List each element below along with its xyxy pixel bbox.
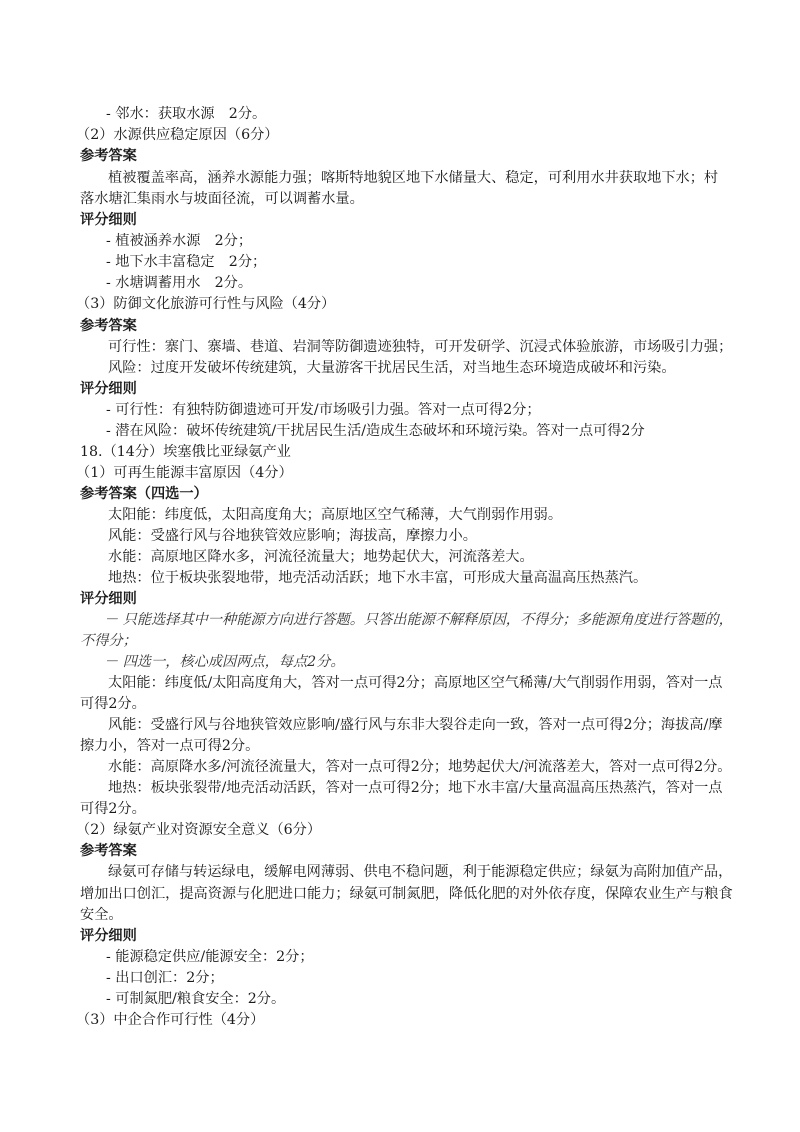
text-line: - 出口创汇：2分；	[106, 970, 224, 986]
text-line: - 可制氮肥/粮食安全：2分。	[106, 991, 286, 1007]
scoring-label: 评分细则	[80, 381, 137, 397]
text-line: 绿氨可存储与转运绿电，缓解电网薄弱、供电不稳问题，利于能源稳定供应；绿氨为高附加值产品，	[108, 864, 733, 880]
text-line: 安全。	[80, 907, 123, 923]
text-line: - 可行性：有独特防御遗迹可开发/市场吸引力强。答对一点可得2分；	[106, 402, 541, 418]
text-line: － 四选一，核心成因两点，每点2分。	[104, 654, 345, 670]
section-heading: （1）可再生能源丰富原因（4分）	[76, 465, 293, 481]
text-line: 太阳能：纬度低/太阳高度角大，答对一点可得2分；高原地区空气稀薄/大气削弱作用弱，答对一点	[108, 675, 723, 691]
text-line: 植被覆盖率高，涵养水源能力强；喀斯特地貌区地下水储量大、稳定，可利用水井获取地下水；村	[108, 170, 719, 186]
text-line: 风险：过度开发破坏传统建筑，大量游客干扰居民生活，对当地生态环境造成破坏和污染。	[108, 360, 676, 376]
text-line: 不得分；	[80, 633, 137, 649]
text-line: 地热：板块张裂带/地壳活动活跃，答对一点可得2分；地下水丰富/大量高温高压热蒸汽，答对一点	[108, 780, 723, 796]
section-heading: （2）水源供应稳定原因（6分）	[76, 127, 279, 143]
section-heading: （3）防御文化旅游可行性与风险（4分）	[76, 296, 336, 312]
question-heading: 18.（14分）埃塞俄比亚绿氨产业	[80, 444, 291, 460]
text-line: - 能源稳定供应/能源安全：2分；	[106, 949, 314, 965]
text-line: 落水塘汇集雨水与坡面径流，可以调蓄水量。	[80, 191, 364, 207]
text-line: 风能：受盛行风与谷地狭管效应影响；海拔高，摩擦力小。	[108, 528, 477, 544]
answer-label: 参考答案	[80, 318, 137, 334]
text-line: 可得2分。	[80, 696, 146, 712]
text-line: 增加出口创汇，提高资源与化肥进口能力；绿氨可制氮肥，降低化肥的对外依存度，保障农业生产与粮食	[80, 886, 733, 902]
section-heading: （2）绿氨产业对资源安全意义（6分）	[76, 822, 322, 838]
text-line: - 邻水：获取水源 2分。	[106, 106, 267, 122]
text-line: 擦力小，答对一点可得2分。	[80, 738, 260, 754]
text-line: - 地下水丰富稳定 2分；	[106, 254, 267, 270]
answer-label: 参考答案（四选一）	[80, 486, 208, 502]
text-line: 可得2分。	[80, 801, 146, 817]
text-line: 水能：高原降水多/河流径流量大，答对一点可得2分；地势起伏大/河流落差大，答对一点可得2分。	[108, 759, 732, 775]
text-line: - 水塘调蓄用水 2分。	[106, 275, 253, 291]
text-line: - 潜在风险：破坏传统建筑/干扰居民生活/造成生态破坏和环境污染。答对一点可得2分	[106, 423, 645, 439]
scoring-label: 评分细则	[80, 928, 137, 944]
text-line: 太阳能：纬度低，太阳高度角大；高原地区空气稀薄，大气削弱作用弱。	[108, 507, 563, 523]
text-line: － 只能选择其中一种能源方向进行答题。只答出能源不解释原因，不得分；多能源角度进行答题的，	[104, 612, 733, 628]
answer-label: 参考答案	[80, 148, 137, 164]
answer-label: 参考答案	[80, 843, 137, 859]
scoring-label: 评分细则	[80, 591, 137, 607]
text-line: - 植被涵养水源 2分；	[106, 233, 253, 249]
text-line: 风能：受盛行风与谷地狭管效应影响/盛行风与东非大裂谷走向一致，答对一点可得2分；海拔高/摩	[108, 717, 723, 733]
text-line: 可行性：寨门、寨墙、巷道、岩洞等防御遗迹独特，可开发研学、沉浸式体验旅游，市场吸引力强；	[108, 339, 733, 355]
section-heading: （3）中企合作可行性（4分）	[76, 1012, 265, 1028]
text-line: 水能：高原地区降水多，河流径流量大；地势起伏大，河流落差大。	[108, 549, 534, 565]
text-line: 地热：位于板块张裂地带，地壳活动活跃；地下水丰富，可形成大量高温高压热蒸汽。	[108, 570, 648, 586]
scoring-label: 评分细则	[80, 212, 137, 228]
